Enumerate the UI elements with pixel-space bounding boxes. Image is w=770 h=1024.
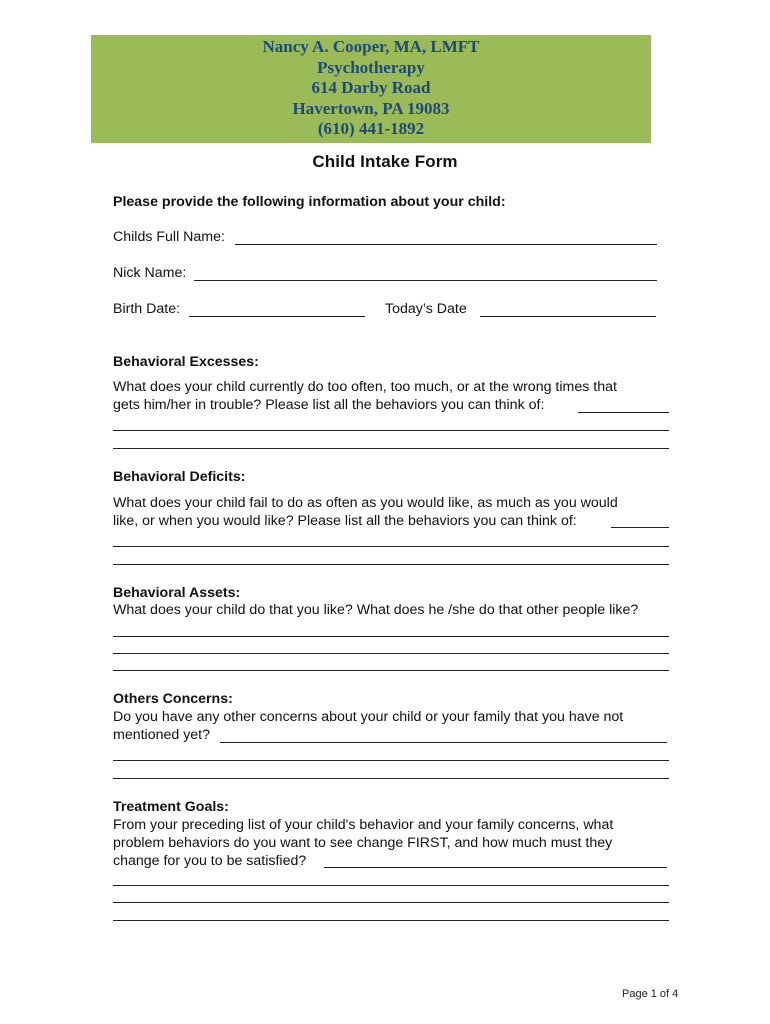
street-address: 614 Darby Road (311, 78, 431, 97)
deficits-answer-line[interactable] (113, 546, 669, 547)
birth-date-label: Birth Date: (113, 301, 181, 317)
form-title: Child Intake Form (312, 152, 458, 171)
birth-date-field[interactable] (189, 316, 365, 317)
goals-answer-line[interactable] (113, 920, 669, 921)
goals-answer-line[interactable] (113, 885, 669, 886)
phone-number: (610) 441-1892 (317, 119, 425, 138)
assets-heading: Behavioral Assets: (113, 585, 241, 601)
deficits-question-line1: What does your child fail to do as often as you would like, as much as you would (113, 495, 618, 511)
deficits-heading: Behavioral Deficits: (113, 469, 246, 485)
concerns-answer-line[interactable] (220, 742, 667, 743)
nick-name-field[interactable] (194, 280, 657, 281)
practice-header (91, 35, 651, 143)
concerns-answer-line[interactable] (113, 778, 669, 779)
excesses-question-line2: gets him/her in trouble? Please list all the behaviors you can think of: (113, 397, 545, 413)
goals-question-line1: From your preceding list of your child's behavior and your family concerns, what (113, 817, 614, 833)
concerns-question-line1: Do you have any other concerns about your child or your family that you have not (113, 709, 624, 725)
excesses-question-line1: What does your child currently do too often, too much, or at the wrong times that (113, 379, 617, 395)
assets-answer-line[interactable] (113, 636, 669, 637)
todays-date-label: Today’s Date (385, 301, 467, 317)
intro-text: Please provide the following information about your child: (113, 194, 506, 210)
assets-answer-line[interactable] (113, 670, 669, 671)
concerns-question-line2: mentioned yet? (113, 727, 211, 743)
deficits-answer-line[interactable] (611, 527, 669, 528)
city-state-zip: Havertown, PA 19083 (292, 98, 450, 118)
excesses-answer-line[interactable] (578, 412, 669, 413)
goals-answer-line[interactable] (113, 902, 669, 903)
goals-question-line3: change for you to be satisfied? (113, 853, 307, 869)
excesses-answer-line[interactable] (113, 448, 669, 449)
page-number: Page 1 of 4 (622, 988, 679, 1000)
todays-date-field[interactable] (480, 316, 656, 317)
deficits-answer-line[interactable] (113, 564, 669, 565)
concerns-heading: Others Concerns: (113, 691, 233, 707)
full-name-field[interactable] (235, 244, 657, 245)
assets-answer-line[interactable] (113, 653, 669, 654)
goals-answer-line[interactable] (324, 867, 667, 868)
practitioner-name: Nancy A. Cooper, MA, LMFT (262, 37, 480, 56)
excesses-answer-line[interactable] (113, 430, 669, 431)
concerns-answer-line[interactable] (113, 760, 669, 761)
nick-name-label: Nick Name: (113, 265, 187, 281)
goals-heading: Treatment Goals: (113, 799, 229, 815)
excesses-heading: Behavioral Excesses: (113, 354, 259, 370)
full-name-label: Childs Full Name: (113, 229, 225, 245)
goals-question-line2: problem behaviors do you want to see change FIRST, and how much must they (113, 835, 613, 851)
assets-question-line1: What does your child do that you like? What does he /she do that other people like? (113, 602, 639, 618)
deficits-question-line2: like, or when you would like? Please list all the behaviors you can think of: (113, 513, 577, 529)
practice-type: Psychotherapy (317, 57, 425, 77)
